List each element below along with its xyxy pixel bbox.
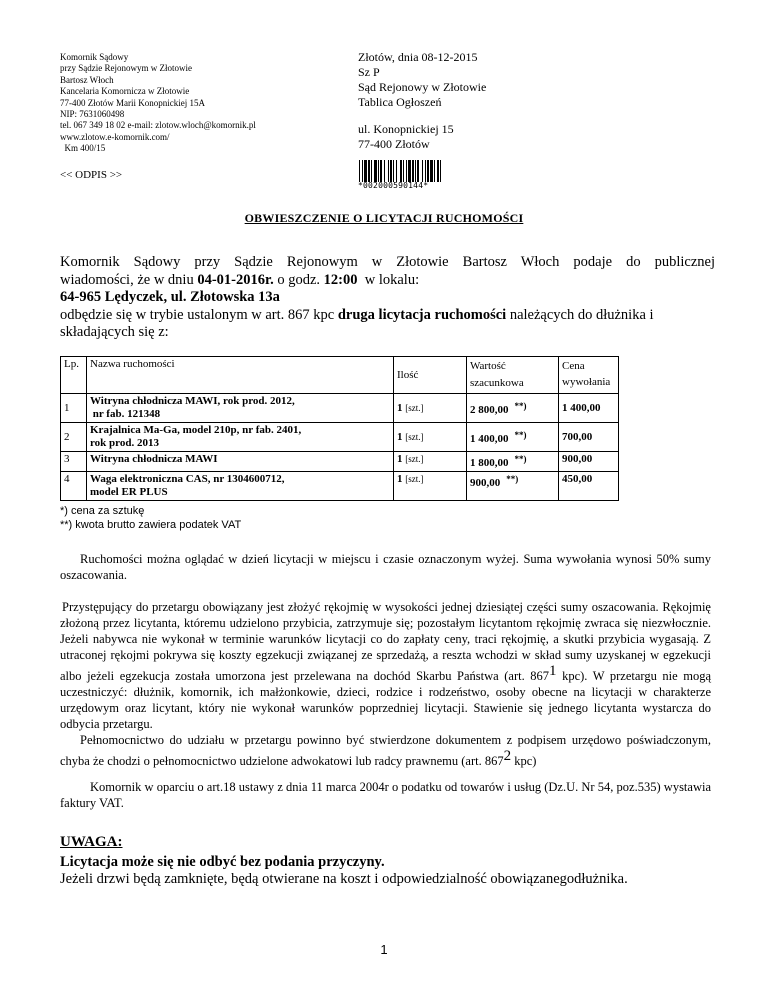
uwaga-block: [60, 854, 628, 888]
recipient-block: [358, 50, 486, 152]
case-number: Km 400/15: [60, 143, 106, 154]
barcode-bar: [417, 160, 419, 182]
intro-line: wiadomości, że w dniu 04-01-2016r. o godz. 12:00 w lokalu:: [60, 271, 420, 288]
barcode-bar: [371, 160, 372, 182]
recipient-line: Sz P: [358, 65, 380, 79]
barcode-bar: [390, 160, 392, 182]
barcode-bar: [412, 160, 414, 182]
uwaga-line: Jeżeli drzwi będą zamknięte, będą otwierane na koszt i odpowiedzialność obowiązanegodłużnika.: [60, 871, 628, 887]
viewing-paragraph: Ruchomości można oglądać w dzień licytacji w miejscu i czasie oznaczonym wyżej. Suma wywołania wynosi 50% sumy oszacowania.: [60, 552, 711, 582]
barcode-bar: [380, 160, 382, 182]
sender-line: Bartosz Włoch: [60, 74, 114, 85]
barcode-bar: [403, 160, 404, 182]
sender-line: tel. 067 349 18 02 e-mail: zlotow.wloch@komornik.pl: [60, 120, 256, 131]
recipient-address: ul. Konopnickiej 15: [358, 122, 454, 136]
barcode-bar: [406, 160, 407, 182]
recipient-address: 77-400 Złotów: [358, 137, 430, 151]
barcode-bar: [408, 160, 411, 182]
barcode-bar: [393, 160, 394, 182]
barcode-bar: [437, 160, 439, 182]
barcode-bar: [396, 160, 397, 182]
item-name: Witryna chłodnicza MAWI, rok prod. 2012, nr fab. 121348: [87, 394, 394, 423]
barcode-bar: [364, 160, 367, 182]
sender-line: Komornik Sądowy: [60, 52, 129, 62]
barcode-text: *002000590144*: [358, 181, 429, 190]
barcode-bar: [378, 160, 379, 182]
item-name: Waga elektroniczna CAS, nr 1304600712, model ER PLUS: [87, 472, 394, 501]
recipient-line: Tablica Ogłoszeń: [358, 95, 442, 109]
barcode-bar: [384, 160, 385, 182]
barcode-bar: [425, 160, 426, 182]
footnotes: [60, 504, 241, 532]
barcode-bar: [374, 160, 377, 182]
sender-line: Kancelaria Komornicza w Złotowie: [60, 86, 190, 97]
barcode-bar: [368, 160, 370, 182]
auction-date: 04-01-2016r.: [197, 271, 274, 288]
barcode-bar: [440, 160, 441, 182]
item-name: Krajalnica Ma-Ga, model 210p, nr fab. 2401, rok prod. 2013: [87, 423, 394, 452]
table-row: 3 Witryna chłodnicza MAWI 1 [szt.] 1 800,00 **) 900,00: [61, 452, 619, 472]
table-header-row: [61, 357, 619, 394]
date-place: Złotów, dnia 08-12-2015: [358, 50, 478, 64]
sender-line: 77-400 Złotów Marii Konopnickiej 15A: [60, 97, 205, 108]
table-row: 2 Krajalnica Ma-Ga, model 210p, nr fab. 2401, rok prod. 2013 1 [szt.] 1 400,00 **) 700,00: [61, 423, 619, 452]
intro-line: odbędzie się w trybie ustalonym w art. 867 kpc druga licytacja ruchomości należących do dłużnika i: [60, 306, 654, 323]
odpis-label: << ODPIS >>: [60, 169, 123, 181]
sender-line: www.zlotow.e-komornik.com/: [60, 131, 170, 142]
power-of-attorney-paragraph: Pełnomocnictwo do udziału w przetargu powinno być stwierdzone dokumentem z podpisem urzędowo poświadczonym, chyba że chodzi o pełnomocnictwo udzielone adwokatowi lub radcy prawnemu (art. $867^2$ kpc): [60, 733, 711, 769]
uwaga-title: UWAGA:: [60, 834, 123, 850]
barcode-bars: [358, 160, 472, 182]
barcode-bar: [430, 160, 433, 182]
sender-line: przy Sądzie Rejonowym w Złotowie: [60, 63, 192, 74]
footnote: **) kwota brutto zawiera podatek VAT: [60, 519, 242, 531]
footnote: *) cena za sztukę: [60, 505, 145, 517]
barcode-bar: [362, 160, 363, 182]
items-table: [60, 356, 619, 501]
uwaga-line: Licytacja może się nie odbyć bez podania przyczyny.: [60, 854, 385, 870]
barcode-bar: [388, 160, 389, 182]
deposit-paragraph: Przystępujący do przetargu obowiązany jest złożyć rękojmię w wysokości jednej dziesiątej części sumy oszacowania. Rękojmię złożoną przez licytanta, któremu udzielono przybicia, zatrzymuje się; pozostałym licytantom rękojmię zwraca się niezwłocznie. Jeżeli nabywca nie wykonał w terminie warunków licytacji co do zapłaty ceny, traci rękojmię, a skutki przybicia wygasają. Z utraconej rękojmi pokrywa się koszty egzekucji związanej ze sprzedażą, a reszta wchodzi w skład sumy uzyskanej w egzekucji albo jeżeli egzekucja została umorzona jest przelewana na dochód Skarbu Państwa (art. $867^1$ kpc). W przetargu nie mogą uczestniczyć: dłużnik, komornik, ich małżonkowie, dzieci, rodzice i rodzeństwo, osoby obecne na licytacji w charakterze urzędowym oraz licytant, który nie wykonał warunków poprzedniej licytacji. Stawienie się jednego licytanta wystarcza do odbycia przetargu. Pełnomocnictwo do udziału w przetargu powinno być stwierdzone dokumentem z podpisem urzędowo poświadczonym, chyba że chodzi o pełnomocnictwo udzielone adwokatowi lub radcy prawnemu (art. $867^2$ kpc): [60, 600, 711, 769]
recipient-line: Sąd Rejonowy w Złotowie: [358, 80, 487, 94]
header-name: Nazwa ruchomości: [87, 357, 394, 394]
table-row: 1 Witryna chłodnicza MAWI, rok prod. 2012, nr fab. 121348 1 [szt.] 2 800,00 **) 1 400,00: [61, 394, 619, 423]
page-number: 1: [380, 942, 388, 957]
sender-line: NIP: 7631060498: [60, 109, 125, 120]
barcode-bar: [400, 160, 402, 182]
page-title: OBWIESZCZENIE O LICYTACJI RUCHOMOŚCI: [244, 211, 524, 225]
auction-location: 64-965 Lędyczek, ul. Złotowska 13a: [60, 289, 280, 305]
sender-block: [60, 52, 256, 155]
barcode-bar: [434, 160, 435, 182]
auction-type: druga licytacja ruchomości: [337, 306, 507, 323]
barcode: [358, 160, 472, 190]
barcode-bar: [359, 160, 360, 182]
intro-line: Komornik Sądowy przy Sądzie Rejonowym w Złotowie Bartosz Włoch podaje do publicznej: [60, 254, 715, 270]
header-lp: Lp.: [61, 357, 87, 394]
intro-line: składających się z:: [60, 324, 169, 340]
header-value: Wartość szacunkowa: [467, 357, 559, 394]
barcode-bar: [427, 160, 429, 182]
vat-paragraph: Komornik w oparciu o art.18 ustawy z dnia 11 marca 2004r o podatku od towarów i usług (Dz.U. Nr 54, poz.535) wystawia faktury VAT.: [60, 780, 711, 810]
item-name: Witryna chłodnicza MAWI: [87, 452, 394, 472]
barcode-bar: [415, 160, 416, 182]
header-price: Cena wywołania: [559, 357, 619, 394]
table-row: 4 Waga elektroniczna CAS, nr 1304600712, model ER PLUS 1 [szt.] 900,00 **) 450,00: [61, 472, 619, 501]
auction-time: 12:00: [323, 271, 358, 288]
barcode-bar: [422, 160, 423, 182]
header-qty: Ilość: [394, 357, 467, 394]
intro-text: [60, 254, 715, 342]
